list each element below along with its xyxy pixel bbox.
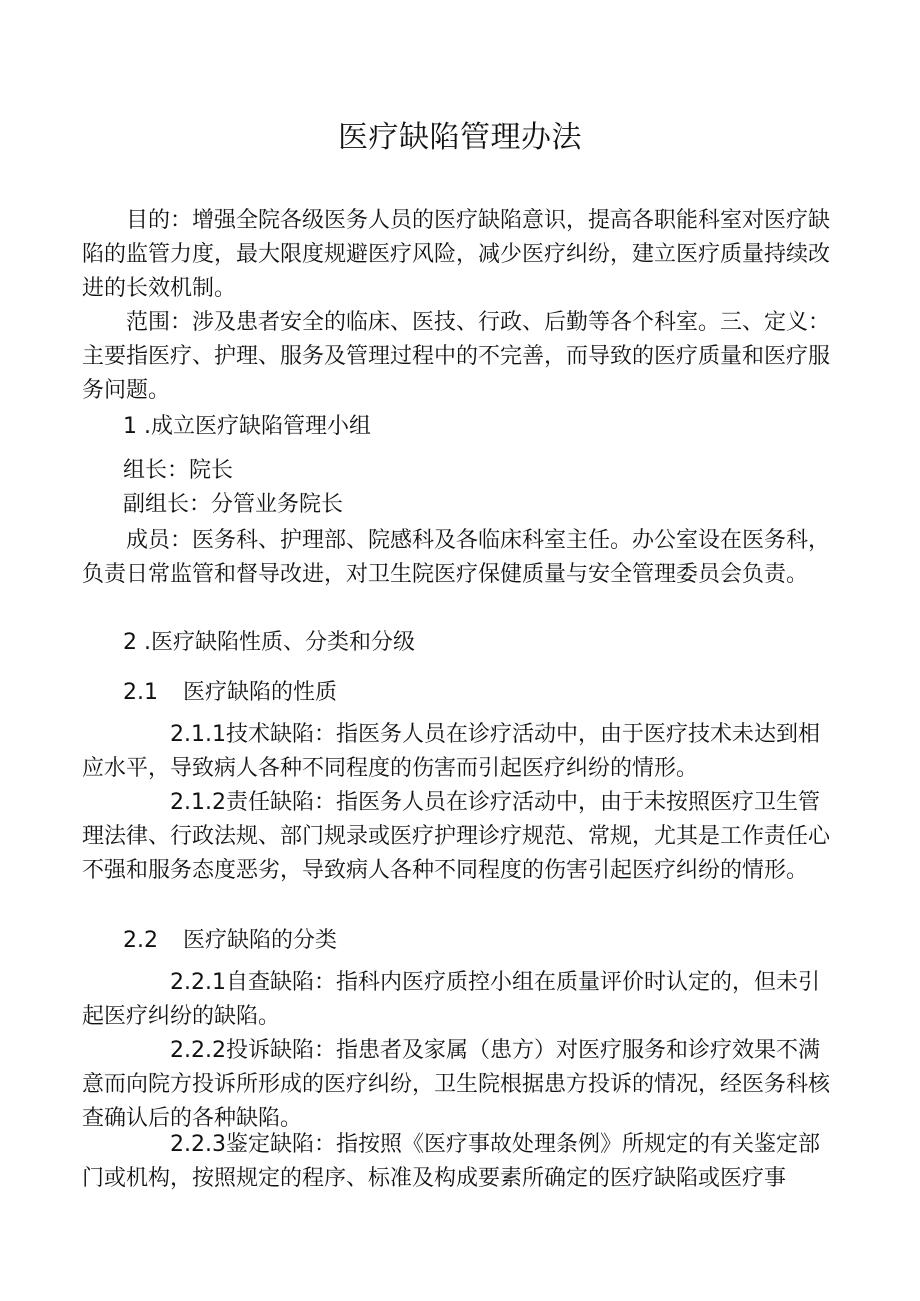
purpose-paragraph: 目的：增强全院各级医务人员的医疗缺陷意识，提高各职能科室对医疗缺陷的监管力度，最大限度规避医疗风险，减少医疗纠纷，建立医疗质量持续改进的长效机制。: [82, 208, 831, 301]
page-title: 医疗缺陷管理办法: [338, 120, 582, 155]
section-number: 2.1.1: [170, 722, 226, 747]
section-number: 2.2.2: [170, 1038, 226, 1063]
section-text: 责任缺陷：指医务人员在诊疗活动中，由于未按照医疗卫生管理法律、行政法规、部门规录或医疗护理诊疗规范、常规，尤其是工作责任心不强和服务态度恶劣，导致病人各种不同程度的伤害引起医疗纠纷的情形。: [82, 790, 831, 883]
section-title: 医疗缺陷的分类: [183, 928, 338, 953]
section-number: 2.2: [123, 928, 158, 953]
deputy-line: 副组长：分管业务院长: [123, 492, 344, 517]
section-number: 2.2.1: [170, 970, 226, 995]
section-text: 技术缺陷：指医务人员在诊疗活动中，由于医疗技术未达到相应水平，导致病人各种不同程度的伤害而引起医疗纠纷的情形。: [82, 722, 820, 781]
section-2-1-2-paragraph: [82, 786, 840, 888]
scope-paragraph: 范围：涉及患者安全的临床、医技、行政、后勤等各个科室。三、定义：主要指医疗、护理、服务及管理过程中的不完善，而导致的医疗质量和医疗服务问题。: [82, 310, 831, 403]
section-2-1-1-paragraph: [82, 718, 840, 786]
section-number: 2.1: [123, 680, 158, 705]
leader-line: 组长：院长: [123, 458, 234, 483]
section-2-heading: 2 .医疗缺陷性质、分类和分级: [123, 630, 415, 655]
section-2-2-1-paragraph: [82, 966, 840, 1034]
members-paragraph: 成员：医务科、护理部、院感科及各临床科室主任。办公室设在医务科，负责日常监管和督导改进，对卫生院医疗保健质量与安全管理委员会负责。: [82, 528, 831, 587]
section-1-heading: 1 .成立医疗缺陷管理小组: [123, 414, 371, 439]
section-2-1-heading: [82, 676, 881, 710]
section-2-2-3-paragraph: [82, 1128, 840, 1196]
section-text: 自查缺陷：指科内医疗质控小组在质量评价时认定的，但未引起医疗纠纷的缺陷。: [82, 970, 820, 1029]
section-text: 鉴定缺陷：指按照《医疗事故处理条例》所规定的有关鉴定部门或机构，按照规定的程序、标准及构成要素所确定的医疗缺陷或医疗事: [82, 1132, 820, 1191]
section-text: 投诉缺陷：指患者及家属（患方）对医疗服务和诊疗效果不满意而向院方投诉所形成的医疗纠纷，卫生院根据患方投诉的情况，经医务科核查确认后的各种缺陷。: [82, 1038, 831, 1131]
section-number: 2.1.2: [170, 790, 226, 815]
section-number: 2.2.3: [170, 1132, 226, 1157]
section-2-2-2-paragraph: [82, 1034, 840, 1136]
section-2-2-heading: [82, 924, 881, 958]
section-title: 医疗缺陷的性质: [183, 680, 338, 705]
